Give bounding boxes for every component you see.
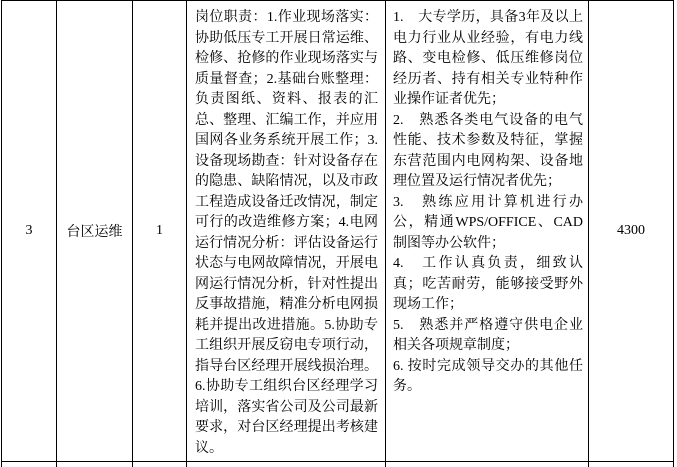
cell-position-name: [56, 1, 132, 461]
next-row-cell: [588, 462, 674, 467]
headcount: 1: [156, 223, 163, 238]
requirement-item: 5. 熟悉并严格遵守供电企业相关各项规章制度；: [393, 317, 583, 353]
cell-requirements: [385, 1, 588, 461]
cell-headcount: [132, 1, 186, 461]
table-row: [1, 1, 674, 462]
next-row-cell: [186, 462, 385, 467]
cell-salary: [588, 1, 674, 461]
next-row-cell: [132, 462, 186, 467]
requirement-item: 1. 大专学历，具备3年及以上电力行业从业经验，有电力线路、变电检修、低压维修岗位经历者、持有相关专业特种作业操作证者优先；: [393, 10, 583, 107]
requirement-item: 2. 熟悉各类电气设备的电气性能、技术参数及特征，掌握东营范围内电网构架、设备地理位置及运行情况者优先；: [393, 112, 583, 189]
next-row-cell: [56, 462, 132, 467]
next-row-partial: [1, 462, 674, 467]
requirement-item: 4. 工作认真负责，细致认真；吃苦耐劳，能够接受野外现场工作；: [393, 256, 583, 312]
cell-responsibilities: [186, 1, 385, 461]
serial-number: 3: [25, 223, 33, 238]
salary-value: 4300: [617, 223, 645, 238]
next-row-cell: [1, 462, 56, 467]
position-name: 台区运维: [66, 225, 123, 240]
responsibilities-text: 岗位职责：1.作业现场落实：协助低压专工开展日常运维、检修、抢修的作业现场落实与质量督查；2.基础台账整理：负责图纸、资料、报表的汇总、整理、汇编工作，并应用国网各业务系统开展工作；3.设备现场勘查：针对设备存在的隐患、缺陷情况，以及市政工程造成设备迁改情况，制定可行的改造维修方案；4.电网运行情况分析：评估设备运行状态与电网故障情况，开展电网运行情况分析，针对性提出反事故措施，精准分析电网损耗并提出改进措施。5.协助专工组织开展反窃电专项行动，指导台区经理开展线损治理。6.协助专工组织台区经理学习培训，落实省公司及公司最新要求，对台区经理提出考核建议。: [195, 10, 378, 456]
job-posting-table: [1, 0, 674, 467]
requirement-item: 3. 熟练应用计算机进行办公，精通WPS/OFFICE、CAD制图等办公软件；: [393, 194, 583, 251]
cell-serial-number: [1, 1, 56, 461]
next-row-cell: [385, 462, 588, 467]
requirement-item: 6. 按时完成领导交办的其他任务。: [393, 358, 583, 394]
